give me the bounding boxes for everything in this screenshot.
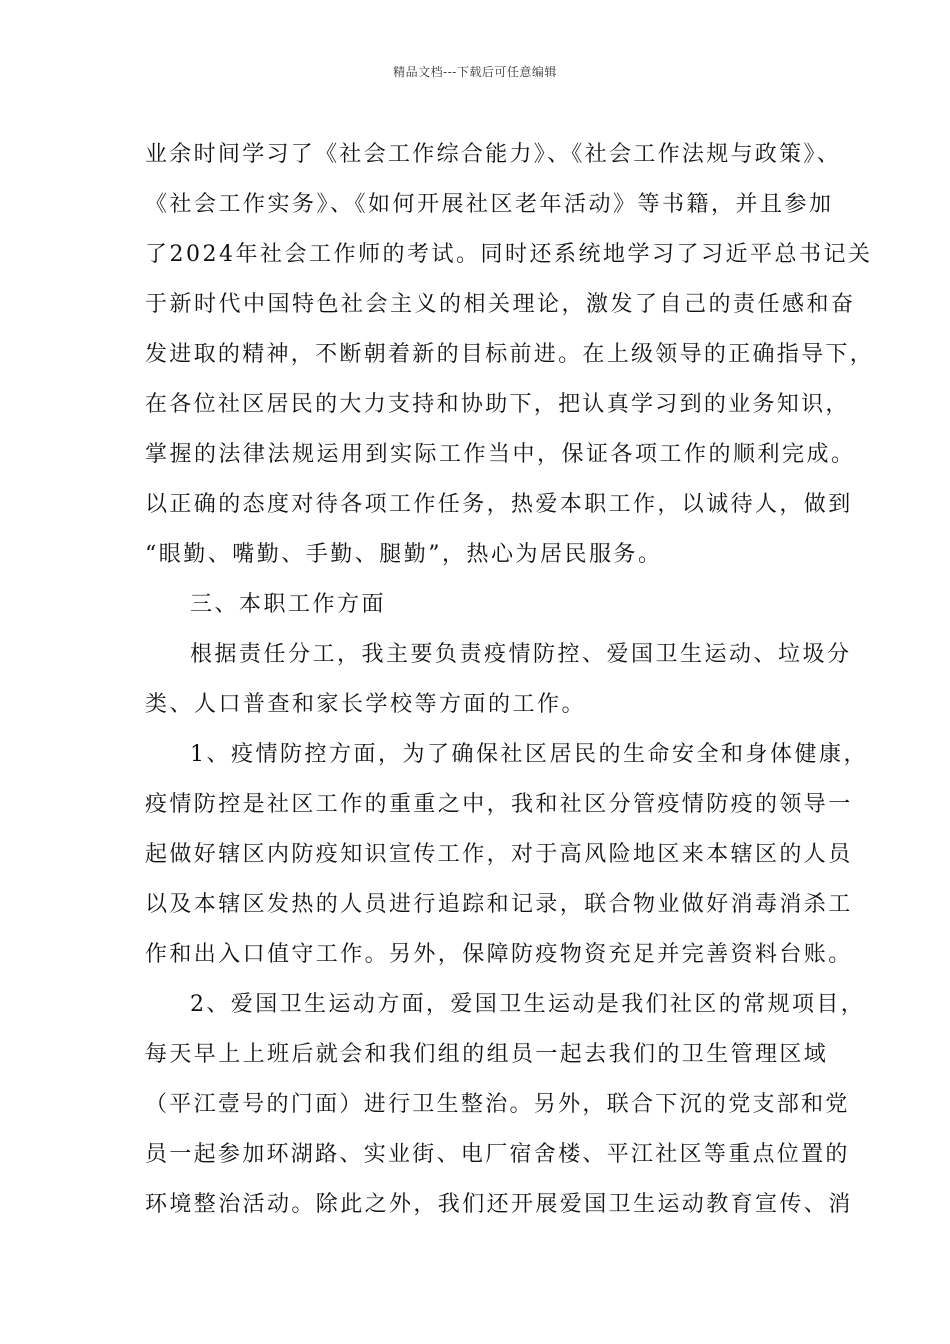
text-line: 起做好辖区内防疫知识宣传工作，对于高风险地区来本辖区的人员 — [145, 842, 853, 867]
text-line: 员一起参加环湖路、实业街、电厂宿舍楼、平江社区等重点位置的 — [145, 1142, 850, 1167]
text-line: 发进取的精神，不断朝着新的目标前进。在上级领导的正确指导下， — [145, 342, 875, 367]
text-line: 以及本辖区发热的人员进行追踪和记录，联合物业做好消毒消杀工 — [145, 892, 853, 917]
text-line: 1、疫情防控方面，为了确保社区居民的生命安全和身体健康， — [190, 742, 868, 767]
text-line: 《社会工作实务》、《如何开展社区老年活动》等书籍，并且参加 — [145, 192, 834, 217]
text-line: 2、爱国卫生运动方面，爱国卫生运动是我们社区的常规项目， — [190, 992, 866, 1017]
section-heading: 三、本职工作方面 — [190, 592, 387, 617]
text-line: （平江壹号的门面）进行卫生整治。另外，联合下沉的党支部和党 — [145, 1092, 850, 1117]
page-header: 精品文档---下载后可任意编辑 — [393, 65, 557, 79]
text-line: 了2024年社会工作师的考试。同时还系统地学习了习近平总书记关 — [145, 242, 873, 267]
text-line: 业余时间学习了《社会工作综合能力》、《社会工作法规与政策》、 — [145, 142, 842, 167]
text-line: 于新时代中国特色社会主义的相关理论，激发了自己的责任感和奋 — [145, 292, 856, 317]
text-line: 掌握的法律法规运用到实际工作当中，保证各项工作的顺利完成。 — [145, 442, 856, 467]
text-line: 根据责任分工，我主要负责疫情防控、爱国卫生运动、垃圾分 — [190, 642, 852, 667]
text-line: 环境整治活动。除此之外，我们还开展爱国卫生运动教育宣传、消 — [145, 1192, 853, 1217]
text-line: 在各位社区居民的大力支持和协助下，把认真学习到的业务知识， — [145, 392, 850, 417]
text-line: “眼勤、嘴勤、手勤、腿勤”，热心为居民服务。 — [145, 542, 663, 567]
text-line: 以正确的态度对待各项工作任务，热爱本职工作，以诚待人，做到 — [145, 492, 853, 517]
text-line: 疫情防控是社区工作的重重之中，我和社区分管疫情防疫的领导一 — [145, 792, 853, 817]
text-line: 作和出入口值守工作。另外，保障防疫物资充足并完善资料台账。 — [145, 942, 853, 967]
text-line: 每天早上上班后就会和我们组的组员一起去我们的卫生管理区域 — [145, 1042, 829, 1067]
text-line: 类、人口普查和家长学校等方面的工作。 — [145, 692, 587, 717]
